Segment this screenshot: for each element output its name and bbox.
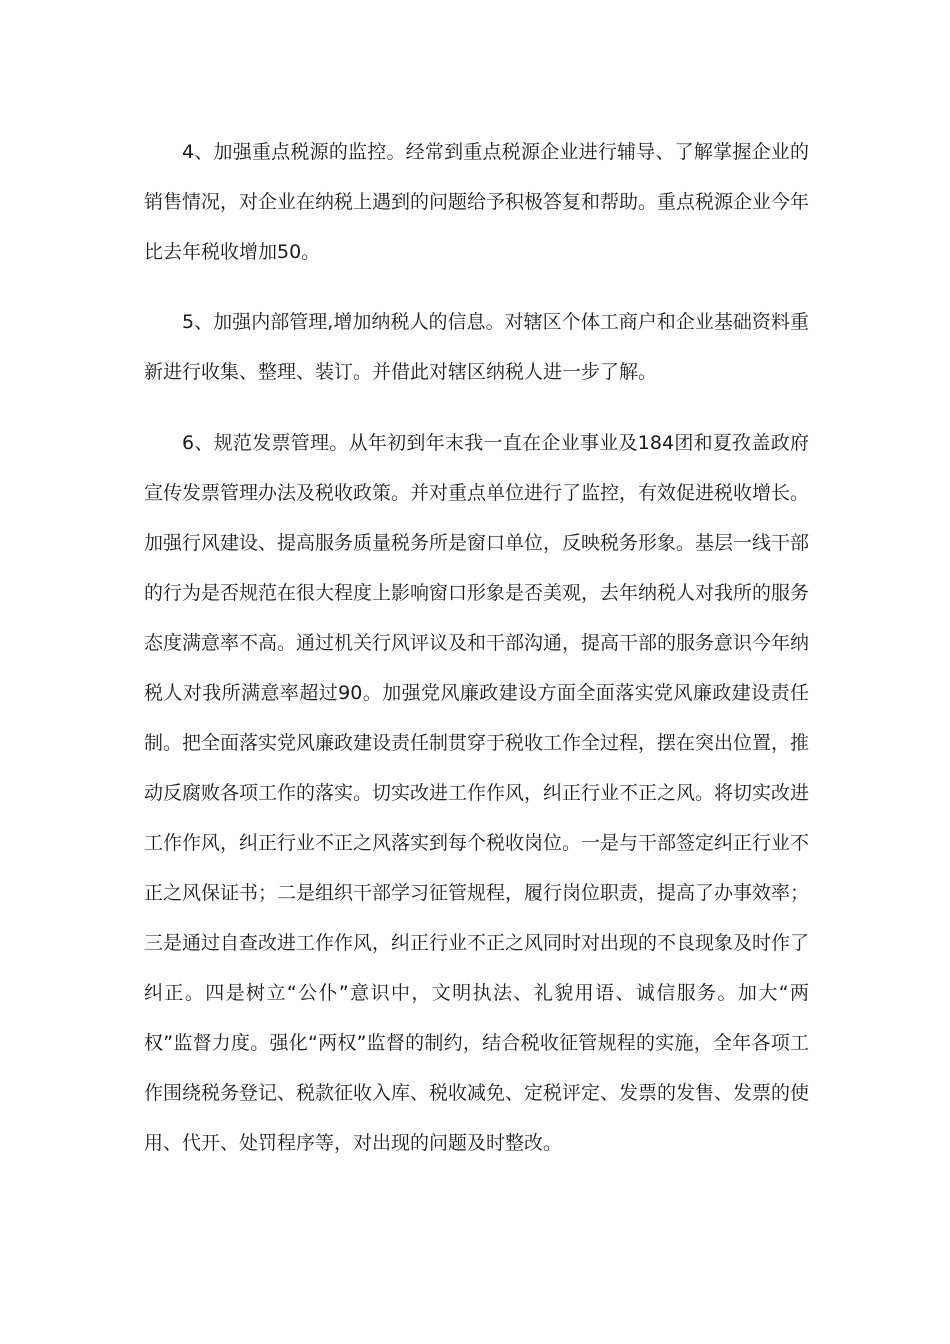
- paragraph-item-4: 4、加强重点税源的监控。经常到重点税源企业进行辅导、了解掌握企业的销售情况，对企业在纳税上遇到的问题给予积极答复和帮助。重点税源企业今年比去年税收增加50。: [144, 141, 810, 263]
- paragraph-item-5: 5、加强内部管理,增加纳税人的信息。对辖区个体工商户和企业基础资料重新进行收集、整理、装订。并借此对辖区纳税人进一步了解。: [144, 311, 809, 383]
- paragraph-item-6: 6、规范发票管理。从年初到年末我一直在企业事业及184团和夏孜盖政府宣传发票管理办法及税收政策。并对重点单位进行了监控，有效促进税收增长。加强行风建设、提高服务质量税务所是窗口单位，反映税务形象。基层一线干部的行为是否规范在很大程度上影响窗口形象是否美观，去年纳税人对我所的服务态度满意率不高。通过机关行风评议及和干部沟通，提高干部的服务意识今年纳税人对我所满意率超过90。加强党风廉政建设方面全面落实党风廉政建设责任制。把全面落实党风廉政建设责任制贯穿于税收工作全过程，摆在突出位置，推动反腐败各项工作的落实。切实改进工作作风，纠正行业不正之风。将切实改进工作作风，纠正行业不正之风落实到每个税收岗位。一是与干部签定纠正行业不正之风保证书；二是组织干部学习征管规程，履行岗位职责，提高了办事效率；三是通过自查改进工作作风，纠正行业不正之风同时对出现的不良现象及时作了纠正。四是树立“公仆”意识中，文明执法、礼貌用语、诚信服务。加大“两权”监督力度。强化“两权”监督的制约，结合税收征管规程的实施，全年各项工作围绕税务登记、税款征收入库、税收减免、定税评定、发票的发售、发票的使用、代开、处罚程序等，对出现的问题及时整改。: [144, 432, 810, 1154]
